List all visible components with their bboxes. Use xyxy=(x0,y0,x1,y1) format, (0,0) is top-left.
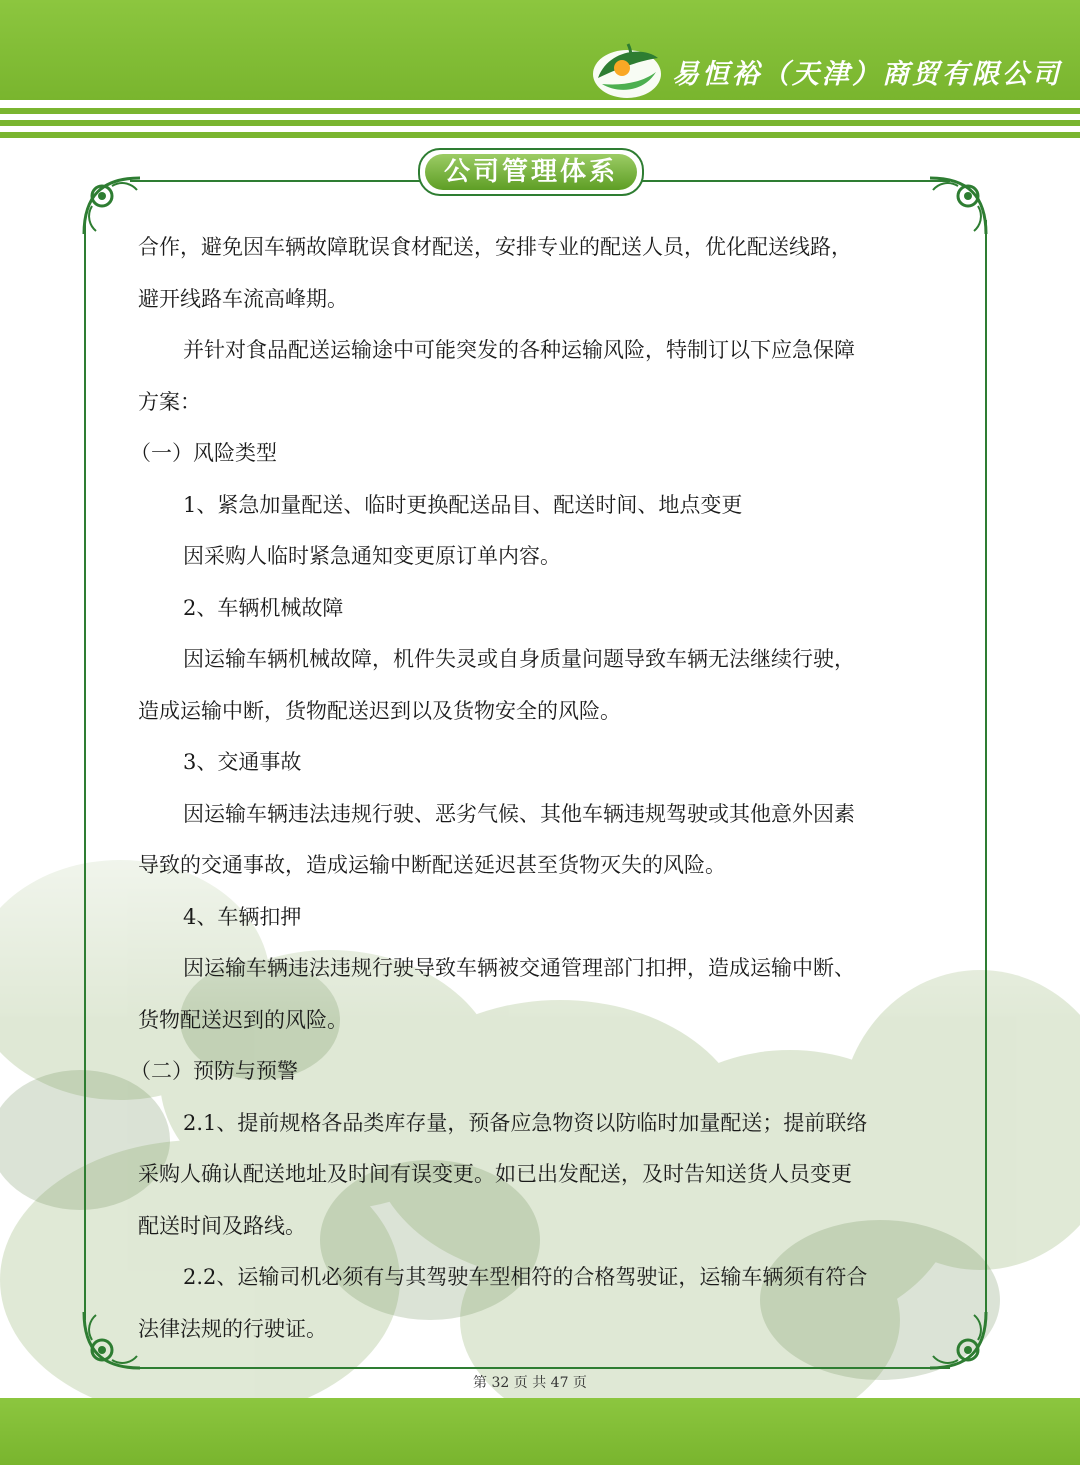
paragraph-line: 并针对食品配送运输途中可能突发的各种运输风险，特制订以下应急保障 xyxy=(183,338,855,362)
paragraph-line: 法律法规的行驶证。 xyxy=(138,1316,327,1341)
paragraph-line: 2.1、提前规格各品类库存量，预备应急物资以防临时加量配送；提前联络 xyxy=(183,1110,868,1135)
paragraph-line: 因运输车辆违法违规行驶、恶劣气候、其他车辆违规驾驶或其他意外因素 xyxy=(183,801,855,826)
page-number: 第 32 页 共 47 页 xyxy=(473,1375,587,1391)
subsection-heading: 3、交通事故 xyxy=(183,750,302,774)
header-stripe xyxy=(0,120,1080,126)
section-heading: （一）风险类型 xyxy=(130,441,277,465)
company-name: 易恒裕（天津）商贸有限公司 xyxy=(672,59,1062,90)
paragraph-line: 采购人确认配送地址及时间有误变更。如已出发配送，及时告知送货人员变更 xyxy=(138,1162,852,1186)
paragraph-line: 货物配送迟到的风险。 xyxy=(138,1007,348,1032)
paragraph-line: 合作，避免因车辆故障耽误食材配送，安排专业的配送人员，优化配送线路， xyxy=(138,235,852,259)
frame-bottom-border xyxy=(130,1367,950,1369)
frame-right-border xyxy=(985,220,987,1320)
header-stripe xyxy=(0,108,1080,114)
footer-band xyxy=(0,1398,1080,1465)
subsection-heading: 1、紧急加量配送、临时更换配送品目、配送时间、地点变更 xyxy=(183,492,743,517)
paragraph-line: 因运输车辆违法违规行驶导致车辆被交通管理部门扣押，造成运输中断、 xyxy=(183,956,855,980)
subsection-heading: 4、车辆扣押 xyxy=(183,904,302,929)
frame-left-border xyxy=(84,220,86,1320)
paragraph-line: 造成运输中断，货物配送迟到以及货物安全的风险。 xyxy=(138,698,621,723)
subsection-heading: 2、车辆机械故障 xyxy=(183,595,344,620)
paragraph-line: 因采购人临时紧急通知变更原订单内容。 xyxy=(183,544,561,568)
paragraph-line: 2.2、运输司机必须有与其驾驶车型相符的合格驾驶证，运输车辆须有符合 xyxy=(183,1265,868,1289)
paragraph-line: 导致的交通事故，造成运输中断配送延迟甚至货物灭失的风险。 xyxy=(138,853,726,877)
document-body xyxy=(130,222,938,1355)
paragraph-line: 因运输车辆机械故障，机件失灵或自身质量问题导致车辆无法继续行驶， xyxy=(183,647,855,671)
paragraph-line: 方案： xyxy=(138,389,201,414)
header-stripe xyxy=(0,132,1080,138)
section-title: 公司管理体系 xyxy=(425,154,637,190)
leaf-logo-icon xyxy=(588,38,666,102)
paragraph-line: 配送时间及路线。 xyxy=(138,1213,306,1238)
floral-corner-ornament-icon xyxy=(82,1310,142,1370)
section-heading: （二）预防与预警 xyxy=(130,1059,298,1083)
section-title-badge xyxy=(418,148,644,196)
paragraph-line: 避开线路车流高峰期。 xyxy=(138,286,348,311)
floral-corner-ornament-icon xyxy=(82,176,142,236)
